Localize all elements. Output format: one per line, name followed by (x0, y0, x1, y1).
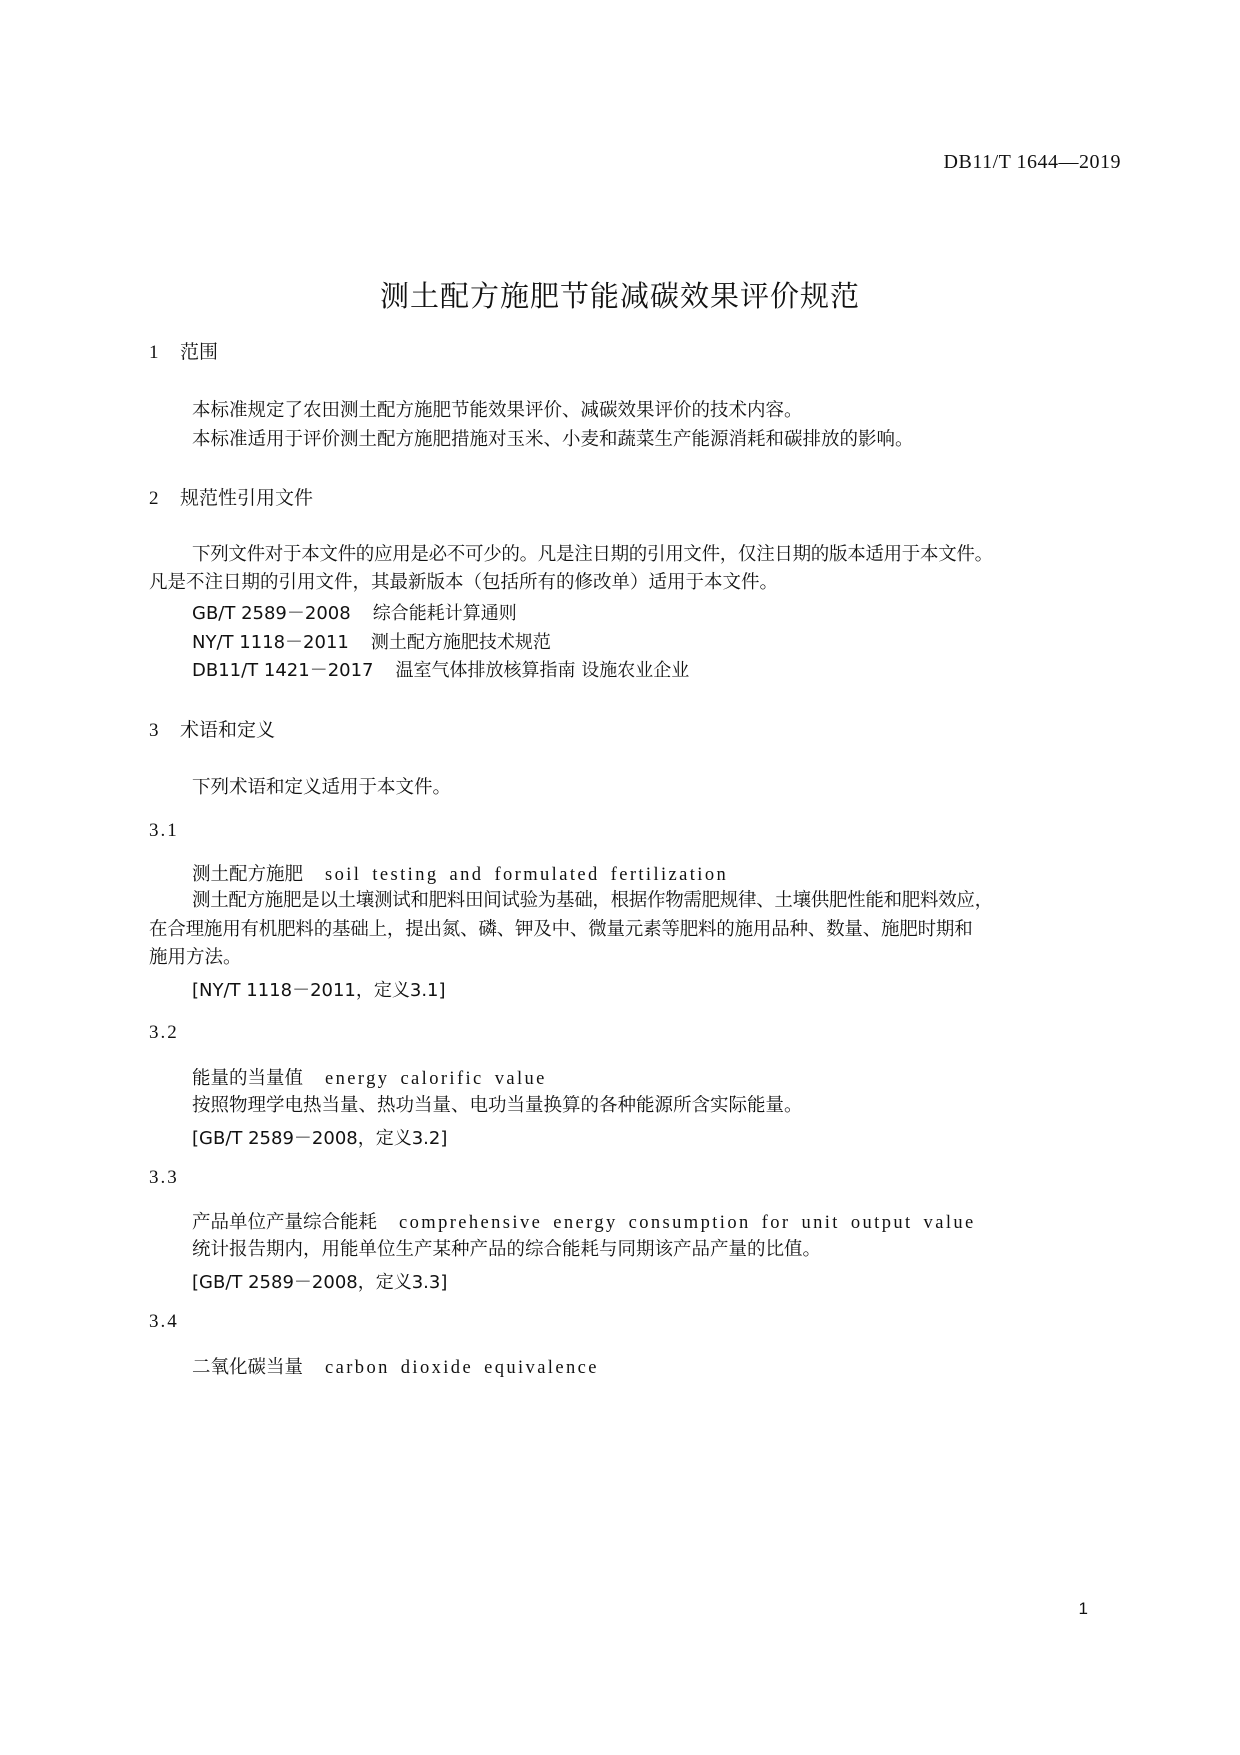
reference-name: 综合能耗计算通则 (372, 603, 517, 624)
term-number: 3.4 (149, 1311, 179, 1332)
term-chinese: 能量的当量值 (192, 1068, 304, 1089)
term-source: [GB/T 2589－2008，定义3.3] (192, 1272, 448, 1293)
term-definition: 统计报告期内，用能单位生产某种产品的综合能耗与同期该产品产量的比值。 (192, 1239, 822, 1260)
term-chinese: 二氧化碳当量 (192, 1357, 304, 1378)
section-2-intro: 下列文件对于本文件的应用是必不可少的。凡是注日期的引用文件，仅注日期的版本适用于本文件。 (192, 544, 993, 565)
section-2-intro: 凡是不注日期的引用文件，其最新版本（包括所有的修改单）适用于本文件。 (149, 572, 779, 593)
section-3-heading (149, 715, 275, 742)
page-number: 1 (1078, 1599, 1088, 1618)
reference-item (192, 656, 689, 682)
term-source: [GB/T 2589－2008，定义3.2] (192, 1128, 448, 1149)
section-title: 术语和定义 (180, 719, 276, 741)
section-title: 范围 (180, 341, 219, 363)
term-chinese: 测土配方施肥 (192, 864, 304, 885)
section-3-intro: 下列术语和定义适用于本文件。 (192, 777, 452, 798)
reference-item (192, 599, 517, 625)
section-1-paragraph: 本标准适用于评价测土配方施肥措施对玉米、小麦和蔬菜生产能源消耗和碳排放的影响。 (192, 429, 914, 450)
page-title: 测土配方施肥节能减碳效果评价规范 (379, 279, 860, 313)
term-entry (192, 1208, 976, 1234)
document-number: DB11/T 1644—2019 (943, 151, 1121, 173)
section-1-heading (149, 337, 218, 364)
section-number: 2 (149, 488, 159, 509)
term-chinese: 产品单位产量综合能耗 (192, 1212, 378, 1233)
term-english: comprehensive energy consumption for unit output value (399, 1213, 976, 1233)
term-source: [NY/T 1118－2011，定义3.1] (192, 980, 446, 1001)
reference-name: 温室气体排放核算指南 设施农业企业 (395, 660, 690, 681)
section-title: 规范性引用文件 (180, 487, 314, 509)
section-1-paragraph: 本标准规定了农田测土配方施肥节能效果评价、减碳效果评价的技术内容。 (192, 400, 803, 421)
reference-code: GB/T 2589－2008 (192, 603, 351, 624)
term-english: energy calorific value (325, 1069, 547, 1089)
term-definition: 测土配方施肥是以土壤测试和肥料田间试验为基础，根据作物需肥规律、土壤供肥性能和肥料效应， (192, 890, 993, 911)
term-number: 3.2 (149, 1022, 179, 1043)
term-number: 3.1 (149, 820, 179, 841)
reference-code: NY/T 1118－2011 (192, 632, 349, 653)
term-english: carbon dioxide equivalence (325, 1358, 599, 1378)
section-number: 1 (149, 342, 159, 363)
term-entry (192, 1064, 547, 1090)
reference-item (192, 628, 551, 654)
section-2-heading (149, 483, 313, 510)
section-number: 3 (149, 720, 159, 741)
reference-name: 测土配方施肥技术规范 (370, 632, 551, 653)
term-number: 3.3 (149, 1167, 179, 1188)
term-definition: 按照物理学电热当量、热功当量、电功当量换算的各种能源所含实际能量。 (192, 1095, 803, 1116)
term-definition: 施用方法。 (149, 947, 242, 968)
reference-code: DB11/T 1421－2017 (192, 660, 374, 681)
term-definition: 在合理施用有机肥料的基础上，提出氮、磷、钾及中、微量元素等肥料的施用品种、数量、施肥时期和 (149, 919, 973, 940)
term-entry (192, 1353, 599, 1379)
term-entry (192, 860, 728, 886)
term-english: soil testing and formulated fertilization (325, 865, 729, 885)
